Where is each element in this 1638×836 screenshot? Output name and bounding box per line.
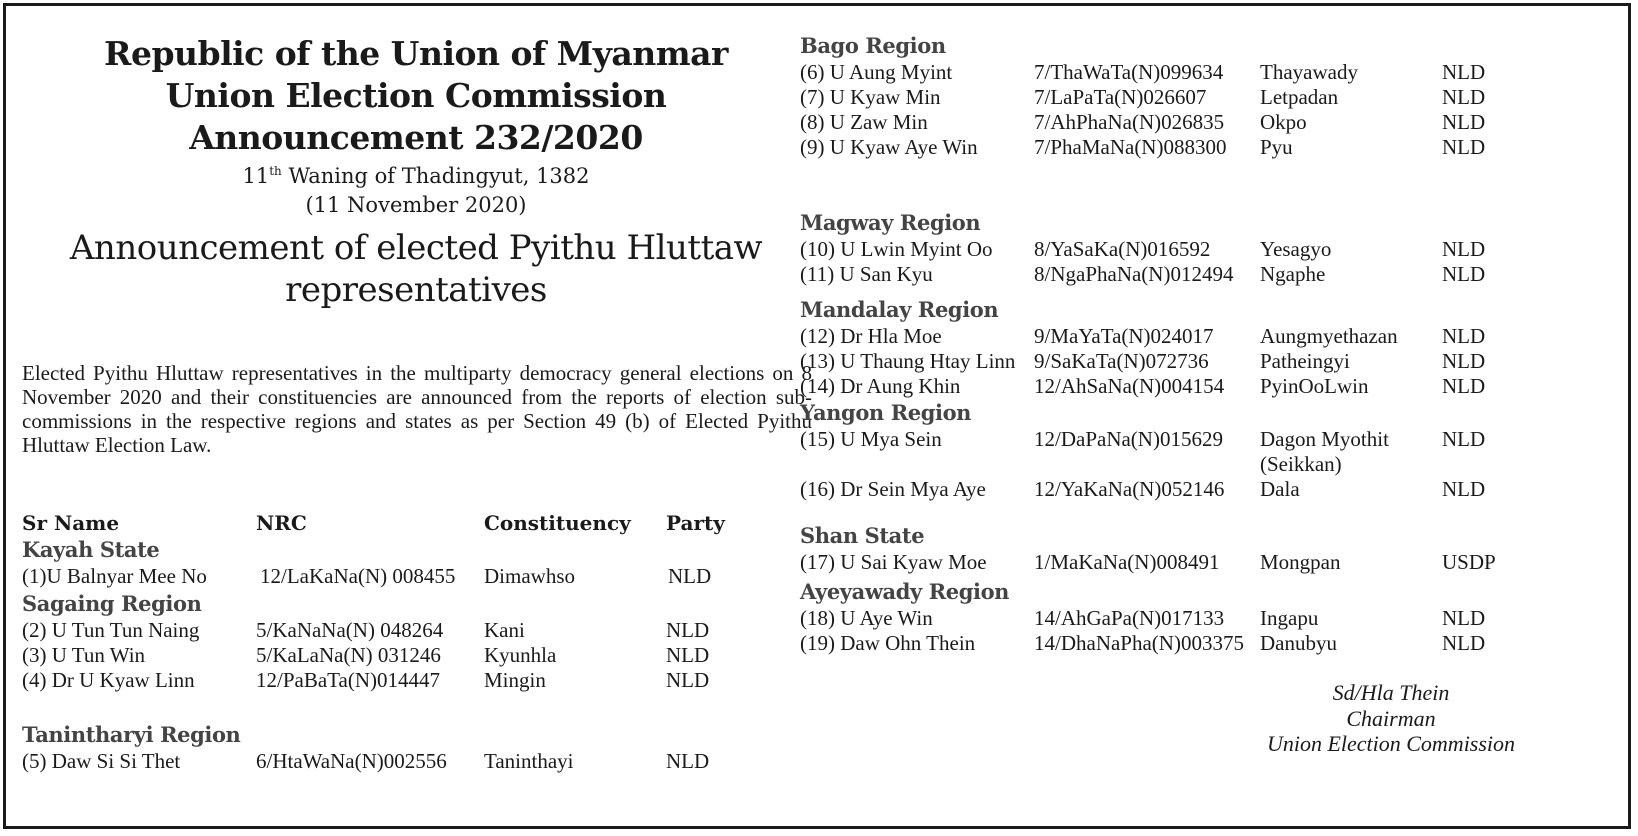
row-10-party: NLD <box>1442 237 1486 261</box>
row-5-party: NLD <box>666 749 710 773</box>
intro-paragraph: Elected Pyithu Hluttaw representatives in the multiparty democracy general elections on 8 November 2020 and their constituencies are announced from the reports of election sub-commissions in the respective regions and states as per Section 49 (b) of Elected Pyithu Hluttaw Election Law. <box>22 361 812 457</box>
row-19-party: NLD <box>1442 631 1486 655</box>
column-header-sr-name: Sr Name <box>22 511 120 535</box>
column-header-party: Party <box>666 511 725 535</box>
region-bago: Bago Region <box>800 33 946 58</box>
row-16-party: NLD <box>1442 477 1486 501</box>
row-15-nrc: 12/DaPaNa(N)015629 <box>1034 427 1223 451</box>
announcement-frame <box>3 3 1631 829</box>
row-8-nrc: 7/AhPhaNa(N)026835 <box>1034 110 1225 134</box>
row-10-name: (10) U Lwin Myint Oo <box>800 237 993 261</box>
row-12-nrc: 9/MaYaTa(N)024017 <box>1034 324 1214 348</box>
row-4-party: NLD <box>666 668 710 692</box>
row-13-nrc: 9/SaKaTa(N)072736 <box>1034 349 1209 373</box>
left-column <box>6 6 826 826</box>
region-shan: Shan State <box>800 523 925 548</box>
region-magway: Magway Region <box>800 210 981 235</box>
gregorian-date: (11 November 2020) <box>305 193 527 217</box>
row-11-name: (11) U San Kyu <box>800 262 933 286</box>
signature-organization: Union Election Commission <box>1266 731 1516 756</box>
row-18-party: NLD <box>1442 606 1486 630</box>
row-15-name: (15) U Mya Sein <box>800 427 942 451</box>
signature-name: Sd/Hla Thein <box>1332 680 1450 705</box>
column-header-constituency: Constituency <box>484 511 631 535</box>
row-15-party: NLD <box>1442 427 1486 451</box>
lunar-date-suffix: th <box>269 164 282 178</box>
row-3-nrc: 5/KaLaNa(N) 031246 <box>256 643 441 667</box>
heading-line-2: representatives <box>285 270 547 310</box>
row-6-nrc: 7/ThaWaTa(N)099634 <box>1034 60 1224 84</box>
row-6-name: (6) U Aung Myint <box>800 60 953 84</box>
title-announcement-number: Announcement 232/2020 <box>189 118 643 157</box>
region-kayah: Kayah State <box>22 537 160 562</box>
heading-line-1: Announcement of elected Pyithu Hluttaw <box>69 228 763 268</box>
row-19-constituency: Danubyu <box>1260 631 1337 655</box>
row-1-name: (1)U Balnyar Mee No <box>22 564 207 588</box>
row-14-name: (14) Dr Aung Khin <box>800 374 961 398</box>
row-3-constituency: Kyunhla <box>484 643 557 667</box>
row-9-party: NLD <box>1442 135 1486 159</box>
row-10-nrc: 8/YaSaKa(N)016592 <box>1034 237 1211 261</box>
row-2-party: NLD <box>666 618 710 642</box>
row-19-nrc: 14/DhaNaPha(N)003375 <box>1034 631 1244 655</box>
row-4-name: (4) Dr U Kyaw Linn <box>22 668 195 692</box>
row-15-constituency: Dagon Myothit <box>1260 427 1389 451</box>
row-5-name: (5) Daw Si Si Thet <box>22 749 181 773</box>
row-13-constituency: Patheingyi <box>1260 349 1350 373</box>
row-5-nrc: 6/HtaWaNa(N)002556 <box>256 749 447 773</box>
row-18-constituency: Ingapu <box>1260 606 1319 630</box>
row-2-nrc: 5/KaNaNa(N) 048264 <box>256 618 444 642</box>
row-8-party: NLD <box>1442 110 1486 134</box>
region-yangon: Yangon Region <box>800 400 972 425</box>
row-11-nrc: 8/NgaPhaNa(N)012494 <box>1034 262 1234 286</box>
row-13-party: NLD <box>1442 349 1486 373</box>
signature-title: Chairman <box>1346 706 1436 731</box>
row-5-constituency: Taninthayi <box>484 749 574 773</box>
row-17-name: (17) U Sai Kyaw Moe <box>800 550 987 574</box>
row-16-name: (16) Dr Sein Mya Aye <box>800 477 986 501</box>
row-8-name: (8) U Zaw Min <box>800 110 928 134</box>
row-8-constituency: Okpo <box>1260 110 1307 134</box>
row-3-party: NLD <box>666 643 710 667</box>
row-1-nrc: 12/LaKaNa(N) 008455 <box>260 564 456 588</box>
row-7-name: (7) U Kyaw Min <box>800 85 941 109</box>
title-republic: Republic of the Union of Myanmar <box>104 34 728 73</box>
row-16-constituency: Dala <box>1260 477 1300 501</box>
row-2-constituency: Kani <box>484 618 525 642</box>
lunar-date <box>6 164 826 188</box>
row-17-party: USDP <box>1442 550 1496 574</box>
row-18-nrc: 14/AhGaPa(N)017133 <box>1034 606 1225 630</box>
region-mandalay: Mandalay Region <box>800 297 999 322</box>
row-1-party: NLD <box>668 564 712 588</box>
row-9-nrc: 7/PhaMaNa(N)088300 <box>1034 135 1227 159</box>
row-7-constituency: Letpadan <box>1260 85 1339 109</box>
lunar-date-text: Waning of Thadingyut, 1382 <box>281 164 590 188</box>
row-4-constituency: Mingin <box>484 668 546 692</box>
row-16-nrc: 12/YaKaNa(N)052146 <box>1034 477 1225 501</box>
row-7-party: NLD <box>1442 85 1486 109</box>
row-13-name: (13) U Thaung Htay Linn <box>800 349 1016 373</box>
row-3-name: (3) U Tun Win <box>22 643 146 667</box>
row-9-name: (9) U Kyaw Aye Win <box>800 135 978 159</box>
row-11-party: NLD <box>1442 262 1486 286</box>
row-6-constituency: Thayawady <box>1260 60 1358 84</box>
row-12-constituency: Aungmyethazan <box>1260 324 1398 348</box>
region-ayeyawady: Ayeyawady Region <box>800 579 1010 604</box>
column-header-nrc: NRC <box>256 511 307 535</box>
region-sagaing: Sagaing Region <box>22 591 202 616</box>
row-15-constituency-line-2: (Seikkan) <box>1260 452 1342 476</box>
row-14-party: NLD <box>1442 374 1486 398</box>
row-4-nrc: 12/PaBaTa(N)014447 <box>256 668 440 692</box>
row-10-constituency: Yesagyo <box>1260 237 1332 261</box>
row-14-constituency: PyinOoLwin <box>1260 374 1369 398</box>
lunar-date-day: 11 <box>242 164 270 188</box>
region-tanintharyi: Tanintharyi Region <box>22 722 241 747</box>
row-7-nrc: 7/LaPaTa(N)026607 <box>1034 85 1207 109</box>
row-14-nrc: 12/AhSaNa(N)004154 <box>1034 374 1225 398</box>
row-9-constituency: Pyu <box>1260 135 1293 159</box>
row-17-nrc: 1/MaKaNa(N)008491 <box>1034 550 1220 574</box>
title-commission: Union Election Commission <box>165 76 667 115</box>
row-18-name: (18) U Aye Win <box>800 606 933 630</box>
row-11-constituency: Ngaphe <box>1260 262 1326 286</box>
row-12-name: (12) Dr Hla Moe <box>800 324 942 348</box>
row-6-party: NLD <box>1442 60 1486 84</box>
row-2-name: (2) U Tun Tun Naing <box>22 618 200 642</box>
row-17-constituency: Mongpan <box>1260 550 1341 574</box>
row-1-constituency: Dimawhso <box>484 564 575 588</box>
row-12-party: NLD <box>1442 324 1486 348</box>
row-19-name: (19) Daw Ohn Thein <box>800 631 976 655</box>
